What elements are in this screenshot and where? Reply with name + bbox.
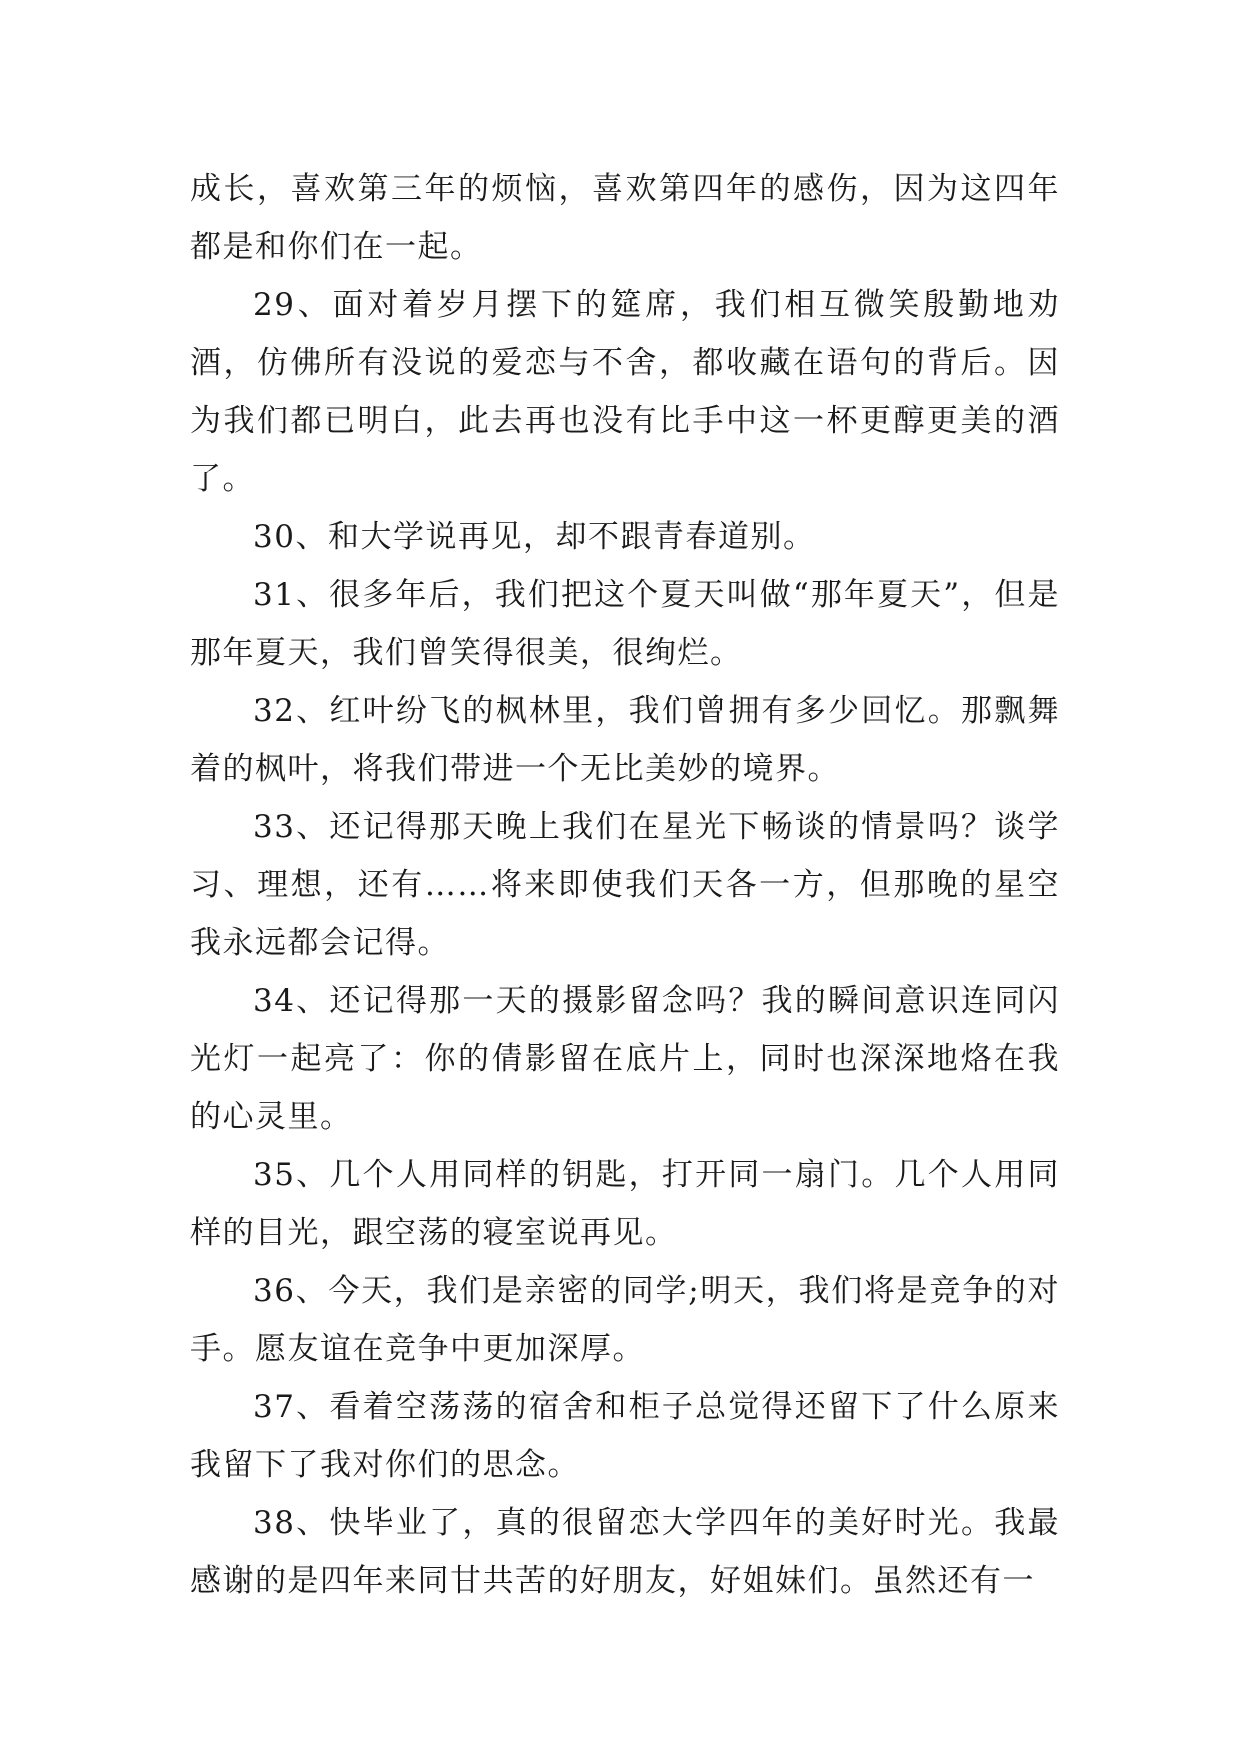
paragraph-34: 34、还记得那一天的摄影留念吗？我的瞬间意识连同闪光灯一起亮了：你的倩影留在底片上，同时也深深地烙在我的心灵里。 [190,983,1060,1135]
paragraph-35: 35、几个人用同样的钥匙，打开同一扇门。几个人用同样的目光，跟空荡的寝室说再见。 [190,1157,1060,1251]
paragraph-29: 29、面对着岁月摆下的筵席，我们相互微笑殷勤地劝酒，仿佛所有没说的爱恋与不舍，都收藏在语句的背后。因为我们都已明白，此去再也没有比手中这一杯更醇更美的酒了。 [190,287,1060,497]
paragraph-36: 36、今天，我们是亲密的同学;明天，我们将是竞争的对手。愿友谊在竞争中更加深厚。 [190,1273,1060,1367]
paragraph-38: 38、快毕业了，真的很留恋大学四年的美好时光。我最感谢的是四年来同甘共苦的好朋友，好姐妹们。虽然还有一 [190,1505,1060,1599]
paragraph-37: 37、看着空荡荡的宿舍和柜子总觉得还留下了什么原来我留下了我对你们的思念。 [190,1389,1060,1483]
paragraph-31: 31、很多年后，我们把这个夏天叫做“那年夏天”，但是那年夏天，我们曾笑得很美，很绚烂。 [190,577,1060,671]
paragraph-30: 30、和大学说再见，却不跟青春道别。 [253,519,816,555]
document-body [190,160,1060,1610]
paragraph-32: 32、红叶纷飞的枫林里，我们曾拥有多少回忆。那飘舞着的枫叶，将我们带进一个无比美妙的境界。 [190,693,1060,787]
paragraph-33: 33、还记得那天晚上我们在星光下畅谈的情景吗？谈学习、理想，还有……将来即使我们天各一方，但那晚的星空我永远都会记得。 [190,809,1060,961]
paragraph-continuation: 成长，喜欢第三年的烦恼，喜欢第四年的感伤，因为这四年都是和你们在一起。 [190,171,1060,265]
